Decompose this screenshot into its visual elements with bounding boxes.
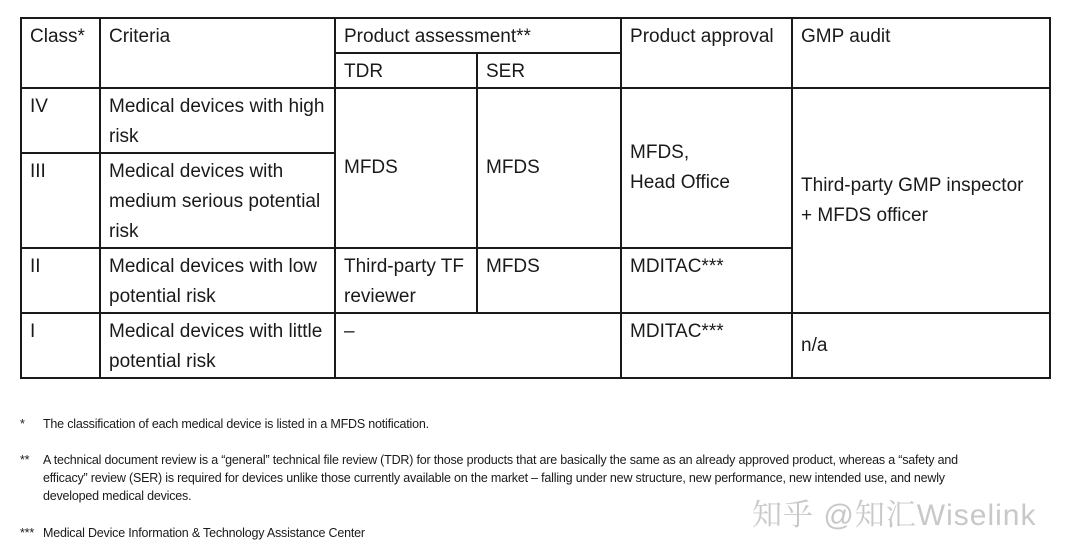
approval-cell: MDITAC*** (621, 313, 792, 378)
footnote-mark: * (20, 417, 25, 431)
criteria-cell: Medical devices with medium serious potential risk (100, 153, 335, 248)
ser-cell: MFDS (477, 248, 621, 313)
gmp-cell (792, 88, 1050, 313)
footnote-mark: *** (20, 526, 34, 540)
table-row (21, 313, 1050, 378)
criteria-cell: Medical devices with high risk (100, 88, 335, 153)
footnote-text: A technical document review is a “general” technical file review (TDR) for those products that are basically the same as an already approved product, whereas a “safety and efficacy” review (SER) is required for devices unlike those currently available on the market – falling under new structure, new performance, new intended use, and newly developed medical devices. (43, 453, 958, 503)
footnote-text: The classification of each medical device is listed in a MFDS notification. (43, 417, 429, 431)
ser-cell: MFDS (477, 88, 621, 248)
watermark: 知乎 @知汇Wiselink (752, 499, 1037, 532)
header-class: Class* (21, 18, 100, 88)
header-product-approval: Product approval (621, 18, 792, 88)
header-ser: SER (477, 53, 621, 88)
criteria-cell: Medical devices with little potential risk (100, 313, 335, 378)
header-criteria: Criteria (100, 18, 335, 88)
classification-table (20, 17, 1051, 379)
class-cell: II (21, 248, 100, 313)
class-cell: IV (21, 88, 100, 153)
criteria-cell: Medical devices with low potential risk (100, 248, 335, 313)
gmp-line: Third-party GMP inspector (801, 174, 1024, 196)
approval-cell (621, 88, 792, 248)
gmp-cell: n/a (792, 313, 1050, 378)
tdr-cell: MFDS (335, 88, 477, 248)
class-cell: III (21, 153, 100, 248)
footnote-text: Medical Device Information & Technology Assistance Center (43, 526, 365, 540)
header-tdr: TDR (335, 53, 477, 88)
footnote-1 (20, 415, 1020, 433)
header-product-assessment: Product assessment** (335, 18, 621, 53)
approval-cell: MDITAC*** (621, 248, 792, 313)
header-gmp-audit: GMP audit (792, 18, 1050, 88)
approval-line: Head Office (630, 172, 730, 193)
footnote-mark: ** (20, 453, 30, 467)
class-cell: I (21, 313, 100, 378)
tdr-cell: Third-party TF reviewer (335, 248, 477, 313)
assessment-cell: – (335, 313, 621, 378)
table-row (21, 88, 1050, 153)
gmp-line: + MFDS officer (801, 204, 928, 226)
approval-line: MFDS, (630, 142, 690, 163)
